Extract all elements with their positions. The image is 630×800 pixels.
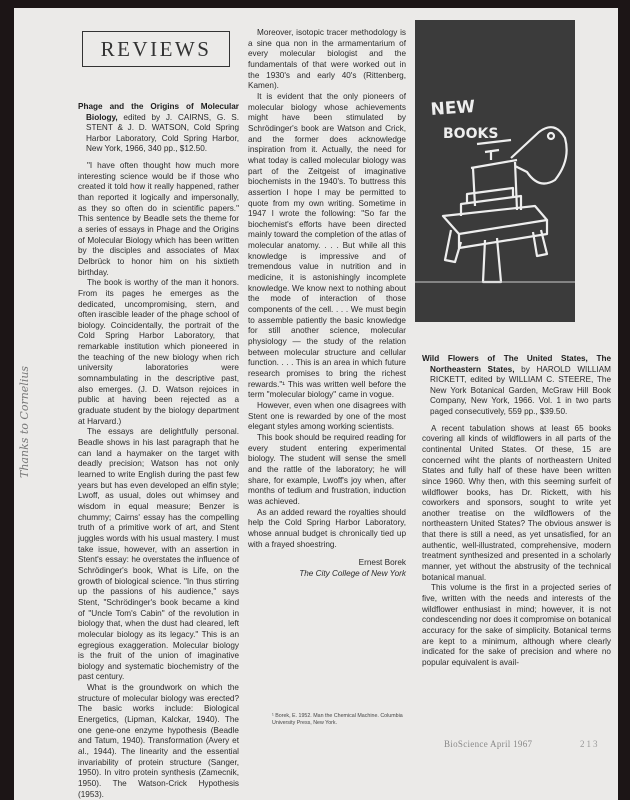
column-3 xyxy=(422,354,611,669)
review1-citation: edited by J. CAIRNS, G. S. STENT & J. D. WATSON, Cold Spring Harbor Laboratory, Cold Spring Harbor, New York, 1966, 340 pp., $12.50. xyxy=(86,112,239,154)
review2-citation: by HAROLD WILLIAM RICKETT, edited by WILLIAM C. STEERE, The New York Botanical Garden, McGraw Hill Book Company, New York, 1966. Vol. 1 in two parts paged consecutively, 559 pp., $39.50. xyxy=(430,364,611,416)
review1-heading xyxy=(78,102,239,155)
new-books-illustration xyxy=(415,20,575,322)
column-2 xyxy=(248,28,406,579)
svg-text:NEW: NEW xyxy=(429,96,476,120)
handwritten-note: Thanks to Cornelius xyxy=(18,365,31,478)
svg-text:BOOKS: BOOKS xyxy=(443,126,499,142)
reviewer-affiliation: The City College of New York xyxy=(299,568,406,578)
column-1 xyxy=(78,102,239,800)
paragraph: "I have often thought how much more interesting science would be if those who created it told how it really happened, rather than reported it logically and impersonally, as they so often do in scientific papers." This sentence by Beadle sets the theme for a series of essays in Phage and the Origins of Molecular Biology which has been written by the disciples and associates of Max Delbrück to honor him on his sixtieth birthday. xyxy=(78,160,239,277)
section-title: REVIEWS xyxy=(82,31,230,67)
book-press-bird-illustration-icon xyxy=(415,20,575,322)
paragraph: This volume is the first in a projected series of five, written with the needs and interests of the wildflower enthusiast in mind; however, it is not condescending nor does it compromise on botanical accuracy for the sake of simplicity. Botanical terms are kept to a minimum, although where clearly indicated for the sake of precision and where no popular equivalent is avail- xyxy=(422,583,611,667)
reviewer-signature xyxy=(248,558,406,579)
journal-footer: BioScience April 1967 xyxy=(444,739,533,749)
review2-heading xyxy=(422,354,611,418)
page-number: 213 xyxy=(580,739,600,749)
review2-title: Wild Flowers of The United States, The Northeastern States, xyxy=(422,354,611,374)
review1-title: Phage and the Origins of Molecular Biology, xyxy=(78,102,239,122)
document-page xyxy=(14,8,618,800)
paragraph: As an added reward the royalties should help the Cold Spring Harbor Laboratory, whose annual budget is chronically tied up with a frayed shoestring. xyxy=(248,507,406,549)
paragraph: The book is worthy of the man it honors. From its pages he emerges as the dedicated, uncompromising, stern, and often irascible leader of the phage school of biology. Coincidentally, the portrait of the Cold Spring Harbor Laboratory, that remarkable institution which pioneered in the teaching of the new biology when rich university laboratories were somnambulating in the descriptive past, also emerges. (J. D. Watson rejoices in public at having been rejected as a graduate student by the biology department at Harvard.) xyxy=(78,278,239,426)
paragraph: It is evident that the only pioneers of molecular biology whose achievements might have been stimulated by Schrödinger's book are Watson and Crick, and the former does acknowledge inspiration from it. Actually, the need for what today is called molecular biology was part of the Zeitgeist of imaginative biochemists in the 1940's. To buttress this assertion I hope I may be permitted to quote from my own writing. Sometime in 1947 I wrote the following: "So far the biochemist's efforts have been directed mainly toward the completion of the atlas of molecular anatomy. . . . But while all this knowledge is impressive and of tremendous value in nutrition and in medicine, it is astonishingly incomplete knowledge. We know next to nothing about the mode of interaction of those components of the cell. . . . We must begin to assemble patiently the basic knowledge for still another science, molecular physiology — the study of the relation between molecular structure and cellular function. . . . This is an area in which future research promises to bring the richest rewards."¹ This was written well before the term "molecular biology" came in vogue. xyxy=(248,91,406,400)
paragraph: What is the groundwork on which the structure of molecular biology was erected? The basic works include: Biological Energetics, (Lipman, Kalckar, 1940). The one gene-one enzyme hypothesis (Beadle and Tatum, 1940). Transformation (Avery et al., 1944). The linearity and the essential invariability of protein structure (Sanger, 1950). In vitro protein synthesis (Zamecnik, 1950). The Watson-Crick Hypothesis (1953). xyxy=(78,683,239,799)
footnote: ¹ Borek, E. 1952. Man the Chemical Machine. Columbia University Press, New York. xyxy=(272,713,403,726)
paragraph: This book should be required reading for every student entering experimental biology. The student will sense the smell and the rattle of the laboratory; he will share, for example, Lwoff's joy when, after months of tedium and frustration, induction was achieved. xyxy=(248,432,406,506)
paragraph: However, even when one disagrees with Stent one is rewarded by one of the most elegant styles among working scientists. xyxy=(248,400,406,432)
paragraph: The essays are delightfully personal. Beadle shows in his last paragraph that he can land a haymaker on the target with deadly precision; Watson has not only learned to write English during the past few years but has even developed an elfin style; Lwoff, as usual, doles out whimsey and wisdom in equal measure; Benzer is chummy; Cairns' essay has the compelling truth of a primitive work of art, and Stent juggles words with his usual mastery. I must take issue, however, with an assertion in Stent's essay: he overstates the influence of Schrödinger's book, What is Life, on the growth of biological science. "In thus stirring up the passions of his audience," says Stent, "Schrödinger's book became a kind of "Uncle Tom's Cabin" of the revolution in biology that, when the dust had cleared, left molecular biology as its legacy." This is an egregious exaggeration. Molecular biology is the fruit of the union of imaginative biology and systematic biochemistry of the past century. xyxy=(78,427,239,682)
paragraph: A recent tabulation shows at least 65 books covering all kinds of wildflowers in all parts of the continental United States. Of these, 15 are concerned wiht the plants of northeastern United States and fully half of these have been written since 1960. Why then, with this seeming surfeit of wildflower books, has Dr. Rickett, with his coworkers and sponsors, sought to write yet another treatise on the wildflowers of the northeastern United States? The obvious answer is that there is still a need, as yet unsatisfied, for an authentic, well-illustrated, comprehensive, modern treatment synthesized and presented in a scholarly manner, yet without the abstrusity of the technical botanical manual. xyxy=(422,423,611,582)
paragraph: Moreover, isotopic tracer methodology is a sine qua non in the armamentarium of every molecular biologist and the fundamentals of that were worked out in the 1930's and early 40's (Rittenberg, Kamen). xyxy=(248,28,406,91)
reviewer-name: Ernest Borek xyxy=(358,558,406,568)
